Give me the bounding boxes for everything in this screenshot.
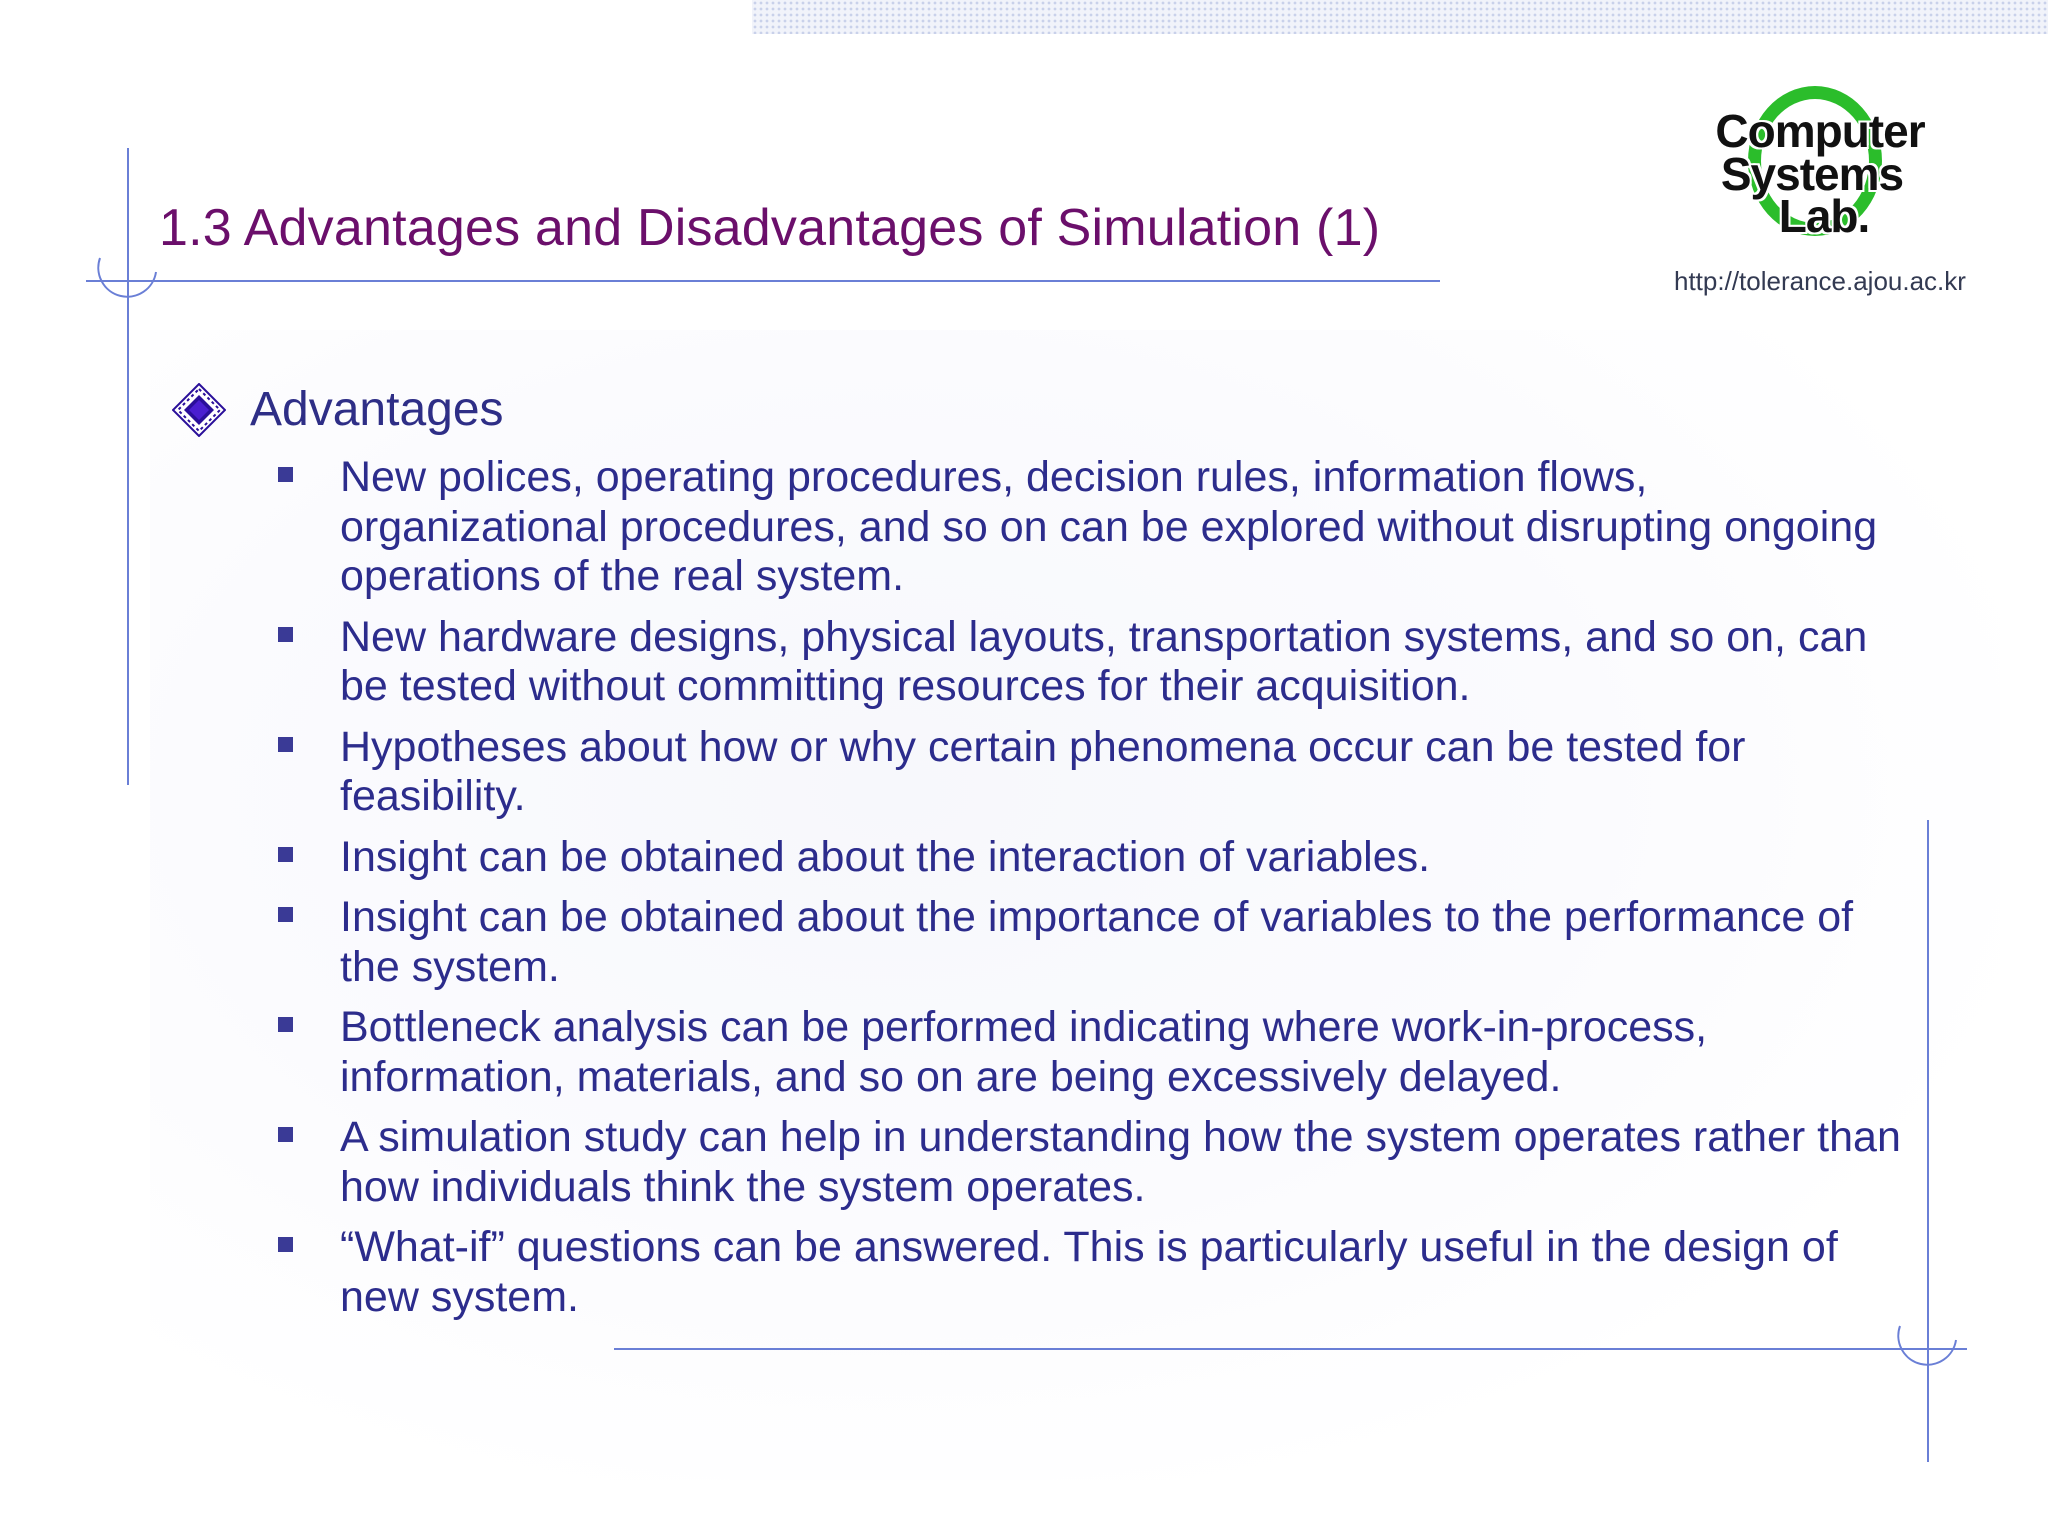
computer-systems-lab-logo	[1690, 78, 1950, 258]
lab-url: http://tolerance.ajou.ac.kr	[1674, 266, 1966, 296]
list-item-text: Bottleneck analysis can be performed indicating where work-in-process, information, materials, and so on are being excessively delayed.	[340, 1003, 1708, 1101]
section-heading-text: Advantages	[250, 383, 504, 436]
square-bullet-icon	[278, 737, 293, 752]
square-bullet-icon	[278, 1017, 293, 1032]
section-heading	[172, 382, 504, 437]
list-item-text: Hypotheses about how or why certain phenomena occur can be tested for feasibility.	[340, 722, 1746, 820]
diamond-bullet-icon	[172, 383, 226, 437]
square-bullet-icon	[278, 627, 293, 642]
list-item	[278, 1113, 1918, 1212]
square-bullet-icon	[278, 1237, 293, 1252]
list-item-text: New hardware designs, physical layouts, transportation systems, and so on, can be tested without committing resources for their acquisition.	[340, 612, 1868, 710]
advantages-list	[278, 453, 1918, 1333]
list-item	[278, 893, 1918, 992]
list-item-text: Insight can be obtained about the importance of variables to the performance of the system.	[340, 893, 1854, 991]
list-item-text: A simulation study can help in understanding how the system operates rather than how individuals think the system operates.	[340, 1113, 1901, 1211]
list-item	[278, 833, 1918, 883]
square-bullet-icon	[278, 907, 293, 922]
logo-line-1: Computer	[1715, 105, 1925, 157]
list-item	[278, 1003, 1918, 1102]
slide-title: 1.3 Advantages and Disadvantages of Simulation (1)	[159, 199, 1381, 257]
list-item	[278, 453, 1918, 602]
list-item-text: “What-if” questions can be answered. This is particularly useful in the design of new system.	[340, 1223, 1838, 1321]
list-item	[278, 1223, 1918, 1322]
square-bullet-icon	[278, 467, 293, 482]
list-item-text: New polices, operating procedures, decision rules, information flows, organizational procedures, and so on can be explored without disrupting ongoing operations of the real system.	[340, 453, 1878, 600]
logo-line-2: Systems	[1720, 148, 1904, 200]
list-item-text: Insight can be obtained about the interaction of variables.	[340, 832, 1431, 881]
list-item	[278, 723, 1918, 822]
square-bullet-icon	[278, 847, 293, 862]
logo-line-3: Lab.	[1778, 190, 1870, 242]
list-item	[278, 613, 1918, 712]
square-bullet-icon	[278, 1127, 293, 1142]
